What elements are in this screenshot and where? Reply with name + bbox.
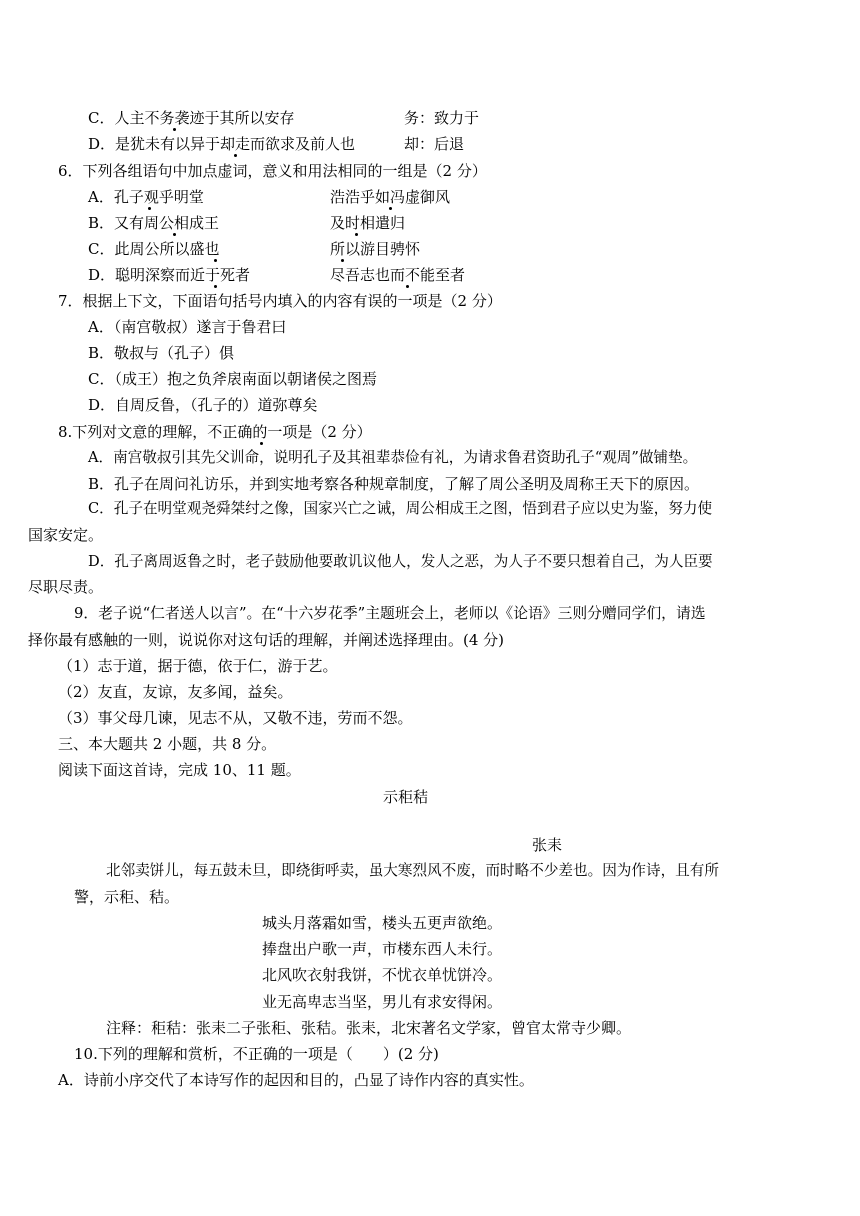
q9-item-1: （1）志于道，据于德，依于仁，游于艺。 [58,657,338,675]
q7-option-c: C．（成王）抱之负斧扆南面以朝诸侯之图焉 [88,370,377,388]
q6-option-c-right: 所以游目骋怀 [330,240,421,258]
q8-option-d-line1: D．孔子离周返鲁之时，老子鼓励他要敢讥议他人，发人之恶，为人子不要只想着自己，为人臣要 [88,553,713,570]
emphasis-dot [260,442,263,445]
q8-option-d-line2: 尽职尽责。 [28,578,104,596]
q10-stem-post: ）(2 分) [382,1045,439,1063]
q10-stem-pre: 10.下列的理解和赏析，不正确的一项是（ [74,1045,353,1063]
q7-option-b: B．敬叔与（孔子）俱 [88,344,235,362]
poem-preface-line1: 北邻卖饼儿，每五鼓未旦，即绕街呼卖，虽大寒烈风不废，而时略不少差也。因为作诗，且有所 [106,862,719,879]
poem-line-3: 北风吹衣射我饼，不忧衣单忧饼冷。 [262,966,503,984]
q6-option-c-left: C．此周公所以盛也 [88,240,220,258]
poem-note: 注释：秬秸：张耒二子张秬、张秸。张耒，北宋著名文学家，曾官太常寺少卿。 [106,1019,632,1037]
emphasis-dot [234,154,237,157]
q10-stem [74,1045,439,1063]
q9-stem-line1: 9．老子说“仁者送人以言”。在“十六岁花季”主题班会上，老师以《论语》三则分赠同学们，请选 [74,605,706,622]
q5-option-c-text: C．人主不务袭迹于其所以安存 [88,109,295,127]
q6-option-d-left: D．聪明深察而近于死者 [88,266,251,284]
q5-option-d: D．是犹未有以异于却走而欲求及前人也 [88,135,356,153]
q6-option-a-right: 浩浩乎如冯虚御风 [330,188,451,206]
q8-stem: 8.下列对文意的理解，不正确的一项是（2 分） [58,423,372,441]
q5-option-c [88,109,294,127]
q7-stem: 7．根据上下文，下面语句括号内填入的内容有误的一项是（2 分） [58,292,502,310]
q9-item-2: （2）友直，友谅，友多闻，益矣。 [58,683,293,701]
q9-stem-line2: 择你最有感触的一则，说说你对这句话的理解，并阐述选择理由。(4 分) [28,631,505,649]
emphasis-dot [406,285,409,288]
section3-heading: 三、本大题共 2 小题，共 8 分。 [58,735,277,753]
emphasis-dot [355,233,358,236]
poem-line-1: 城头月落霜如雪，楼头五更声欲绝。 [262,914,503,932]
q10-option-a: A．诗前小序交代了本诗写作的起因和目的，凸显了诗作内容的真实性。 [58,1071,534,1089]
q5-option-d-note: 却：后退 [404,135,465,153]
poem-author: 张耒 [532,836,563,854]
q8-option-b: B．孔子在周问礼访乐，并到实地考察各种规章制度，了解了周公圣明及周称王天下的原因。 [88,475,700,493]
emphasis-dot [173,233,176,236]
poem-preface-line2: 警，示秬、秸。 [74,888,180,906]
q6-option-b-left: B．又有周公相成王 [88,214,220,232]
poem-line-4: 业无高卑志当坚，男儿有求安得闲。 [262,993,503,1011]
q8-option-c-line2: 国家安定。 [28,526,104,544]
q9-item-3: （3）事父母几谏，见志不从，又敬不违，劳而不怨。 [58,709,413,727]
q6-option-b-right: 及时相遣归 [330,214,406,232]
emphasis-dot [341,259,344,262]
emphasis-dot [148,207,151,210]
q6-option-d-right: 尽吾志也而不能至者 [330,266,466,284]
emphasis-dot [389,207,392,210]
emphasis-dot [173,128,176,131]
emphasis-dot [214,285,217,288]
q8-option-c-line1: C．孔子在明堂观尧舜桀纣之像，国家兴亡之诫，周公相成王之图，悟到君子应以史为鉴，努力使 [88,500,713,517]
poem-title: 示秬秸 [383,788,429,806]
q6-stem: 6．下列各组语句中加点虚词，意义和用法相同的一组是（2 分） [58,162,487,180]
q7-option-d: D．自周反鲁，（孔子的）道弥尊矣 [88,396,318,414]
emphasis-dot [214,259,217,262]
section3-instruction: 阅读下面这首诗，完成 10、11 题。 [58,761,301,779]
poem-line-2: 捧盘出户歌一声，市楼东西人未行。 [262,940,503,958]
q6-option-a-left: A．孔子观乎明堂 [88,188,204,206]
q8-option-a: A．南宫敬叔引其先父训命，说明孔子及其祖辈恭俭有礼，为请求鲁君资助孔子“观周”做铺垫。 [88,449,698,466]
q7-option-a: A．（南宫敬叔）遂言于鲁君曰 [88,318,287,336]
q5-option-c-note: 务：致力于 [404,109,480,127]
